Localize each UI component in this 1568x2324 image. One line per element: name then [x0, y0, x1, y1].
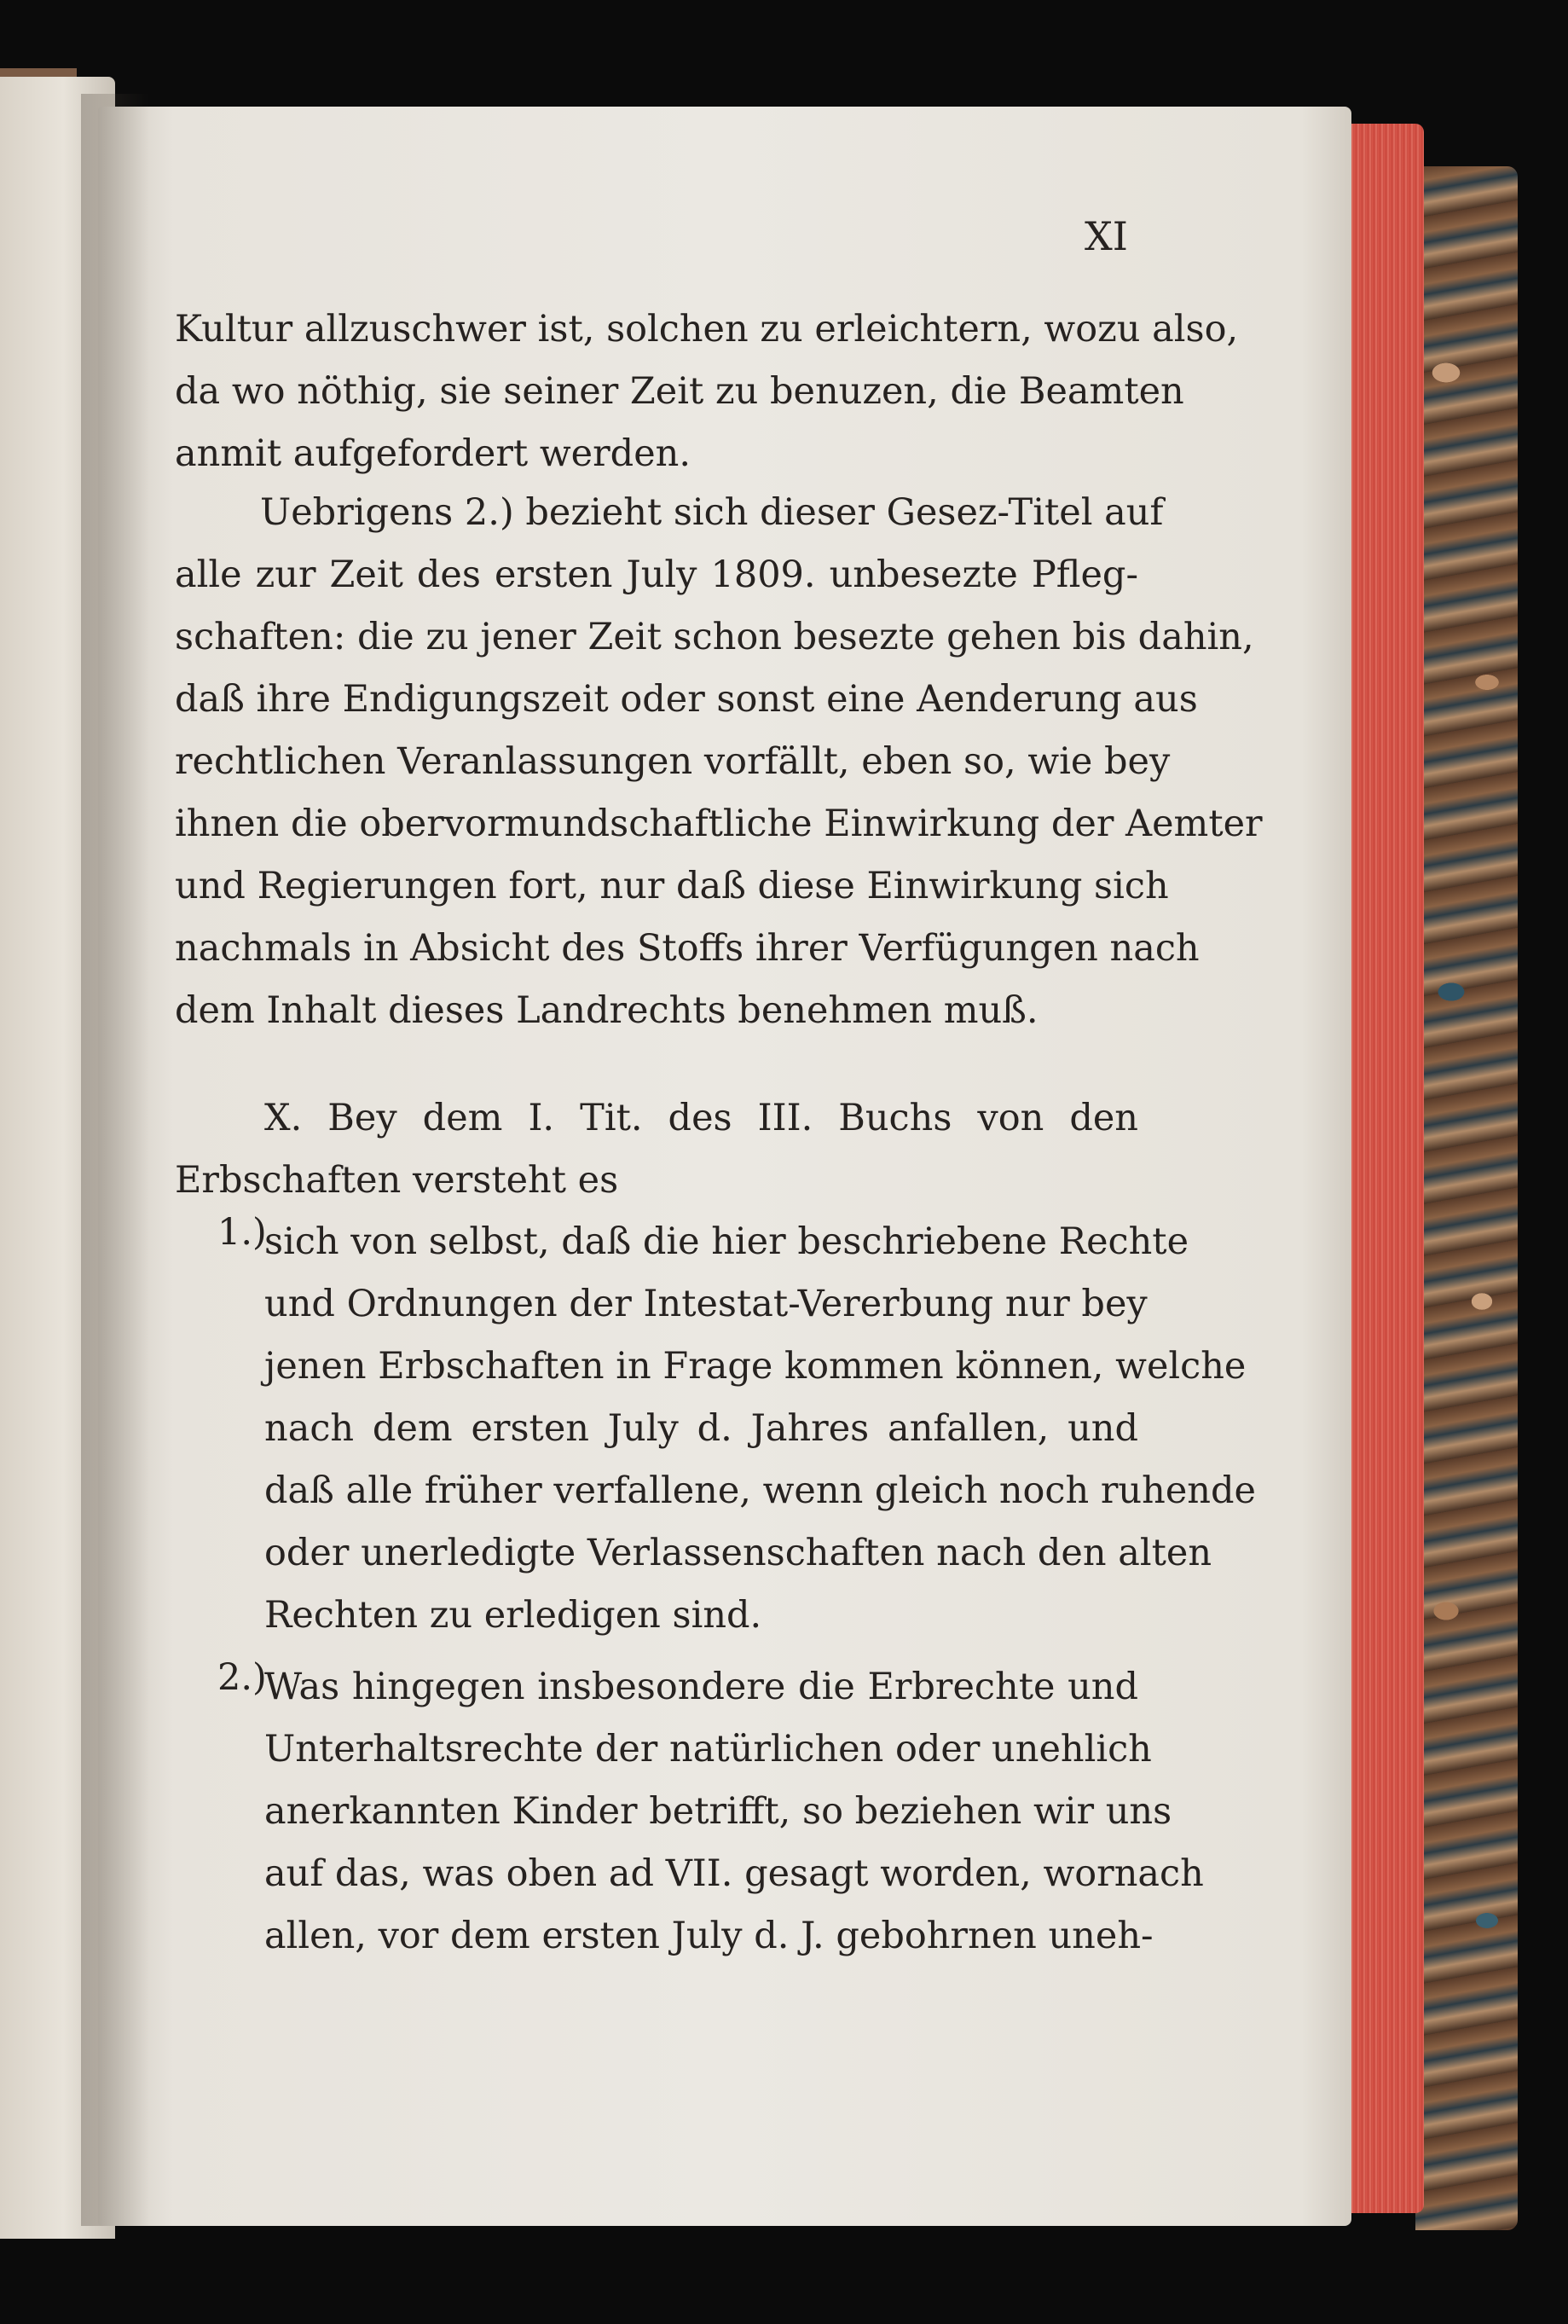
text-line: anerkannten Kinder betrifft, so beziehen wir uns	[264, 1790, 1172, 1833]
text-line: jenen Erbschaften in Frage kommen können, welche	[264, 1345, 1247, 1388]
text-line: oder unerledigte Verlassenschaften nach den alten	[264, 1532, 1212, 1574]
text-line: auf das, was oben ad VII. gesagt worden, wornach	[264, 1852, 1204, 1895]
text-line: anmit aufgefordert werden.	[175, 432, 691, 475]
text-line: daß alle früher verfallene, wenn gleich noch ruhende	[264, 1469, 1256, 1512]
spine-shadow	[81, 94, 149, 2226]
text-line: da wo nöthig, sie seiner Zeit zu benuzen, die Beamten	[175, 370, 1184, 413]
text-line: und Regierungen fort, nur daß diese Einwirkung sich	[175, 865, 1169, 907]
list-item	[264, 1211, 1256, 1647]
text-line: daß ihre Endigungszeit oder sonst eine Aenderung aus	[175, 678, 1198, 721]
text-line: Uebrigens 2.) bezieht sich dieser Gesez-Titel auf	[260, 491, 1164, 534]
item-marker: 2.)	[217, 1656, 267, 1699]
text-line: rechtlichen Veranlassungen vorfällt, eben so, wie bey	[175, 740, 1171, 783]
text-line: schaften: die zu jener Zeit schon besezte gehen bis dahin,	[175, 616, 1254, 658]
section-heading	[175, 1087, 1138, 1212]
text-line: alle zur Zeit des ersten July 1809. unbesezte Pfleg-	[175, 553, 1138, 596]
text-line: ihnen die obervormundschaftliche Einwirkung der Aemter	[175, 803, 1263, 845]
text-line: Kultur allzuschwer ist, solchen zu erleichtern, wozu also,	[175, 308, 1239, 351]
text-line: dem Inhalt dieses Landrechts benehmen muß.	[175, 989, 1039, 1032]
text-line: Unterhaltsrechte der natürlichen oder unehlich	[264, 1728, 1152, 1771]
paragraph-block	[175, 482, 1263, 1042]
list-item	[264, 1656, 1204, 1968]
text-line: nach dem ersten July d. Jahres anfallen, und	[264, 1407, 1138, 1450]
text-line: sich von selbst, daß die hier beschriebene Rechte	[264, 1220, 1189, 1263]
text-line: Rechten zu erledigen sind.	[264, 1594, 762, 1637]
text-line: Was hingegen insbesondere die Erbrechte und	[264, 1666, 1138, 1708]
text-line: allen, vor dem ersten July d. J. gebohrnen uneh-	[264, 1915, 1154, 1957]
item-marker: 1.)	[217, 1211, 267, 1254]
intro-block	[175, 298, 1239, 485]
text-line: nachmals in Absicht des Stoffs ihrer Verfügungen nach	[175, 927, 1200, 970]
marbled-cover-edge	[1415, 166, 1518, 2230]
text-line: X. Bey dem I. Tit. des III. Buchs von den	[264, 1097, 1138, 1139]
text-line: und Ordnungen der Intestat-Vererbung nur bey	[264, 1283, 1148, 1325]
page-number: XI	[1085, 213, 1128, 259]
text-line: Erbschaften versteht es	[175, 1159, 619, 1202]
